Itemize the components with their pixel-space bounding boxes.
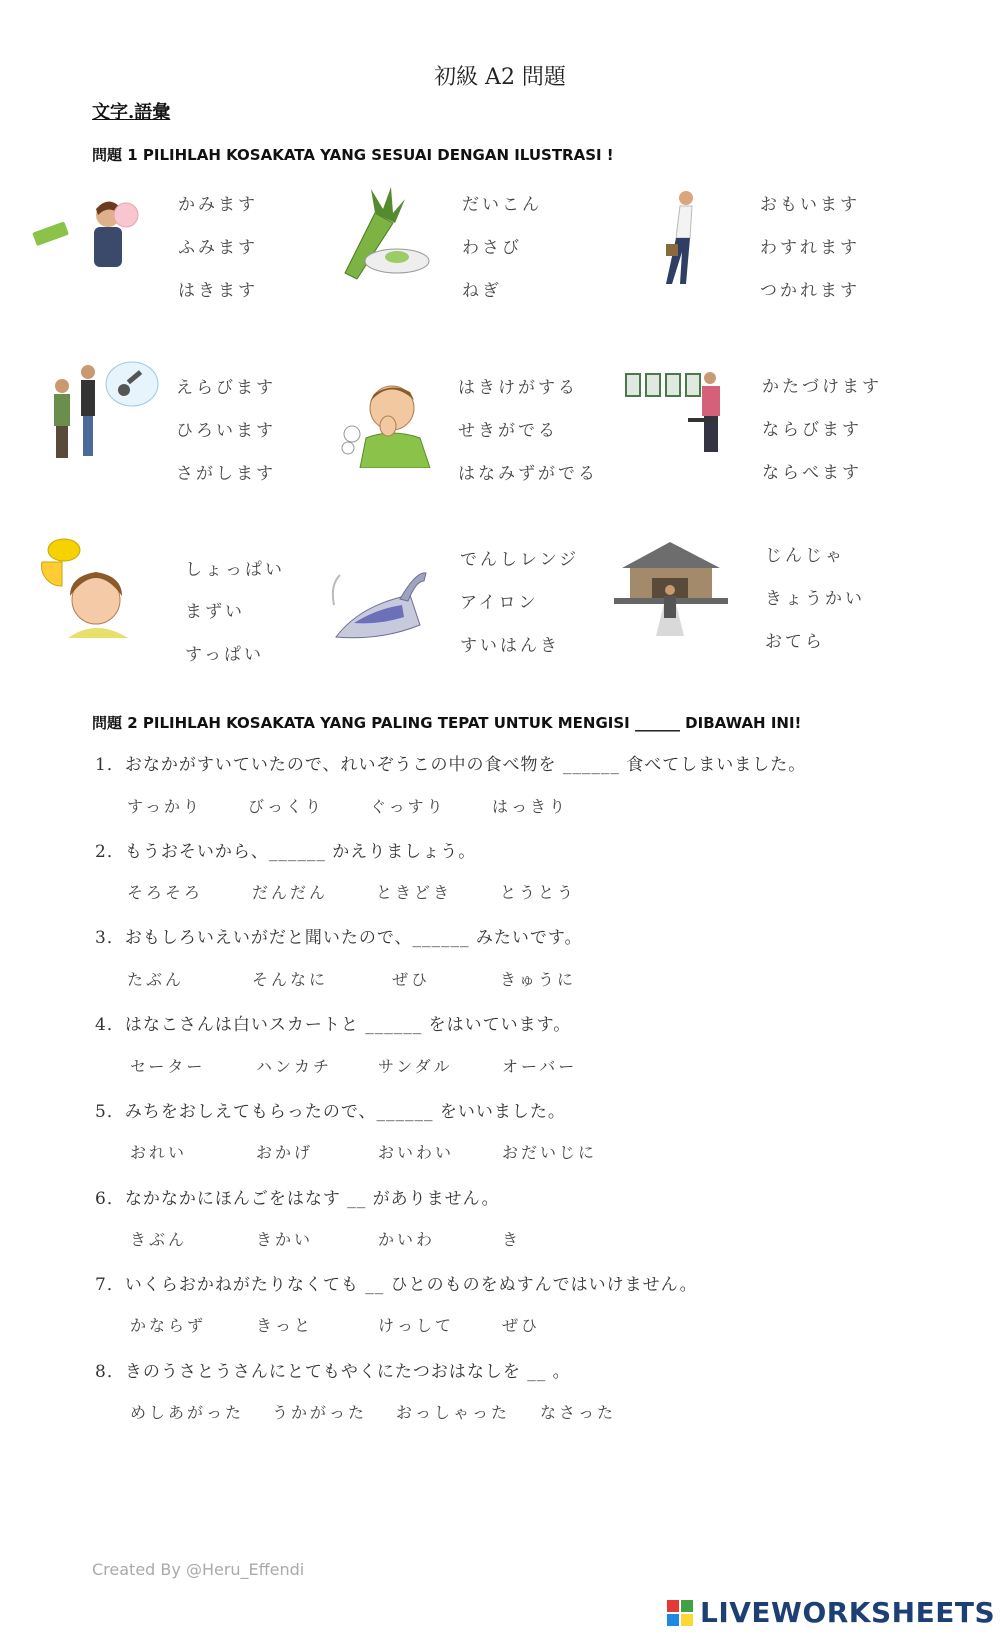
q2-q1-choice4[interactable]: はっきり: [492, 797, 569, 816]
temple-icon: [612, 538, 730, 638]
q1-item8-opt1[interactable]: でんしレンジ: [460, 550, 580, 570]
q2-q8-choice4[interactable]: なさった: [540, 1403, 617, 1422]
q1-item9-opt2[interactable]: きょうかい: [765, 589, 865, 609]
q2-sentence-1: 1．おなかがすいていたので、れいぞうこの中の食べ物を ______ 食べてしまいました。: [95, 755, 807, 775]
q2-q5-choice1[interactable]: おれい: [130, 1143, 188, 1162]
q2-q1-choice1[interactable]: すっかり: [127, 797, 203, 816]
q1-item9-opt3[interactable]: おてら: [765, 632, 825, 652]
q2-sentence-8: 8．きのうさとうさんにとてもやくにたつおはなしを __ 。: [95, 1362, 571, 1382]
q2-q4-choice3[interactable]: サンダル: [378, 1057, 453, 1076]
q2-q2-choice1[interactable]: そろそろ: [127, 883, 204, 902]
q2-q3-choice4[interactable]: きゅうに: [500, 970, 577, 989]
q2-sentence-2: 2．もうおそいから、______ かえりましょう。: [95, 842, 477, 862]
q1-item8-opt2[interactable]: アイロン: [460, 593, 539, 613]
q2-q7-choice1[interactable]: かならず: [130, 1316, 207, 1335]
q2-q8-choice1[interactable]: めしあがった: [130, 1403, 245, 1422]
q2-sentence-6: 6．なかなかにほんごをはなす __ がありません。: [95, 1189, 500, 1209]
liveworksheets-logo-icon: [665, 1598, 695, 1628]
q2-q2-choice3[interactable]: ときどき: [376, 883, 453, 902]
coughing-man-icon: [340, 378, 435, 468]
q1-item6-opt1[interactable]: かたづけます: [762, 377, 882, 397]
q2-q7-choice3[interactable]: けっして: [378, 1316, 455, 1335]
q2-q2-choice4[interactable]: とうとう: [500, 883, 577, 902]
q2-q5-choice3[interactable]: おいわい: [378, 1143, 455, 1162]
q1-item6-opt3[interactable]: ならべます: [762, 463, 862, 483]
q1-item7-opt1[interactable]: しょっぱい: [185, 560, 285, 580]
q1-item7-opt3[interactable]: すっぱい: [185, 645, 264, 665]
q1-item2-opt1[interactable]: だいこん: [462, 195, 542, 215]
q2-q4-choice2[interactable]: ハンカチ: [256, 1057, 333, 1076]
question-2-heading: 問題 2 PILIHLAH KOSAKATA YANG PALING TEPAT UNTUK MENGISI ______ DIBAWAH INI!: [92, 714, 802, 732]
q2-q5-choice2[interactable]: おかげ: [256, 1143, 314, 1162]
q1-item1-opt1[interactable]: かみます: [178, 195, 258, 215]
q1-item4-opt3[interactable]: さがします: [176, 464, 276, 484]
q1-item2-opt2[interactable]: わさび: [462, 238, 522, 258]
q1-item3-opt2[interactable]: わすれます: [760, 238, 860, 258]
q2-sentence-5: 5．みちをおしえてもらったので、______ をいいました。: [95, 1102, 566, 1122]
q1-item1-opt2[interactable]: ふみます: [178, 238, 258, 258]
q2-q2-choice2[interactable]: だんだん: [252, 883, 329, 902]
iron-icon: [330, 565, 430, 655]
q2-sentence-4: 4．はなこさんは白いスカートと ______ をはいています。: [95, 1015, 572, 1035]
q1-item6-opt2[interactable]: ならびます: [762, 420, 862, 440]
q2-q6-choice3[interactable]: かいわ: [378, 1230, 436, 1249]
q1-item1-opt3[interactable]: はきます: [178, 281, 258, 301]
liveworksheets-brand: LIVEWORKSHEETS: [700, 1596, 996, 1629]
author-credit: Created By @Heru_Effendi: [92, 1560, 305, 1579]
tired-woman-icon: [650, 188, 710, 288]
q2-q3-choice2[interactable]: そんなに: [252, 970, 329, 989]
q2-q6-choice4[interactable]: き: [502, 1230, 522, 1249]
q2-sentence-7: 7．いくらおかねがたりなくても __ ひとのものをぬすんではいけません。: [95, 1275, 698, 1295]
q1-item3-opt3[interactable]: つかれます: [760, 281, 860, 301]
search-key-icon: [48, 358, 163, 466]
q1-item4-opt2[interactable]: ひろいます: [176, 421, 276, 441]
q2-q6-choice2[interactable]: きかい: [256, 1230, 314, 1249]
q2-q4-choice4[interactable]: オーバー: [502, 1057, 578, 1076]
wasabi-icon: [335, 183, 435, 283]
q2-q3-choice1[interactable]: たぶん: [127, 970, 185, 989]
q1-item4-opt1[interactable]: えらびます: [176, 378, 276, 398]
q1-item9-opt1[interactable]: じんじゃ: [765, 546, 845, 566]
q1-item5-opt2[interactable]: せきがでる: [458, 421, 558, 441]
q2-q3-choice3[interactable]: ぜひ: [392, 970, 431, 989]
arranging-chairs-icon: [622, 368, 742, 460]
q2-q8-choice3[interactable]: おっしゃった: [396, 1403, 511, 1422]
q2-sentence-3: 3．おもしろいえいがだと聞いたので、______ みたいです。: [95, 928, 583, 948]
q1-item5-opt1[interactable]: はきけがする: [458, 378, 578, 398]
q2-q7-choice4[interactable]: ぜひ: [502, 1316, 541, 1335]
q2-q1-choice2[interactable]: びっくり: [248, 797, 325, 816]
page-title: 初級 A2 問題: [434, 65, 566, 90]
q2-q7-choice2[interactable]: きっと: [256, 1316, 314, 1335]
sour-lemon-icon: [40, 536, 135, 638]
q2-q1-choice3[interactable]: ぐっすり: [370, 797, 446, 816]
q1-item2-opt3[interactable]: ねぎ: [462, 281, 502, 301]
question-1-heading: 問題 1 PILIHLAH KOSAKATA YANG SESUAI DENGAN ILUSTRASI !: [92, 146, 614, 164]
q2-q5-choice4[interactable]: おだいじに: [502, 1143, 598, 1162]
q2-q4-choice1[interactable]: セーター: [130, 1057, 206, 1076]
q1-item7-opt2[interactable]: まずい: [185, 602, 245, 622]
bubblegum-icon: [30, 185, 140, 275]
q1-item8-opt3[interactable]: すいはんき: [460, 636, 560, 656]
section-title: 文字.語彙: [92, 102, 171, 123]
q1-item3-opt1[interactable]: おもいます: [760, 195, 860, 215]
q2-q8-choice2[interactable]: うかがった: [272, 1403, 368, 1422]
q2-q6-choice1[interactable]: きぶん: [130, 1230, 188, 1249]
q1-item5-opt3[interactable]: はなみずがでる: [458, 464, 598, 484]
